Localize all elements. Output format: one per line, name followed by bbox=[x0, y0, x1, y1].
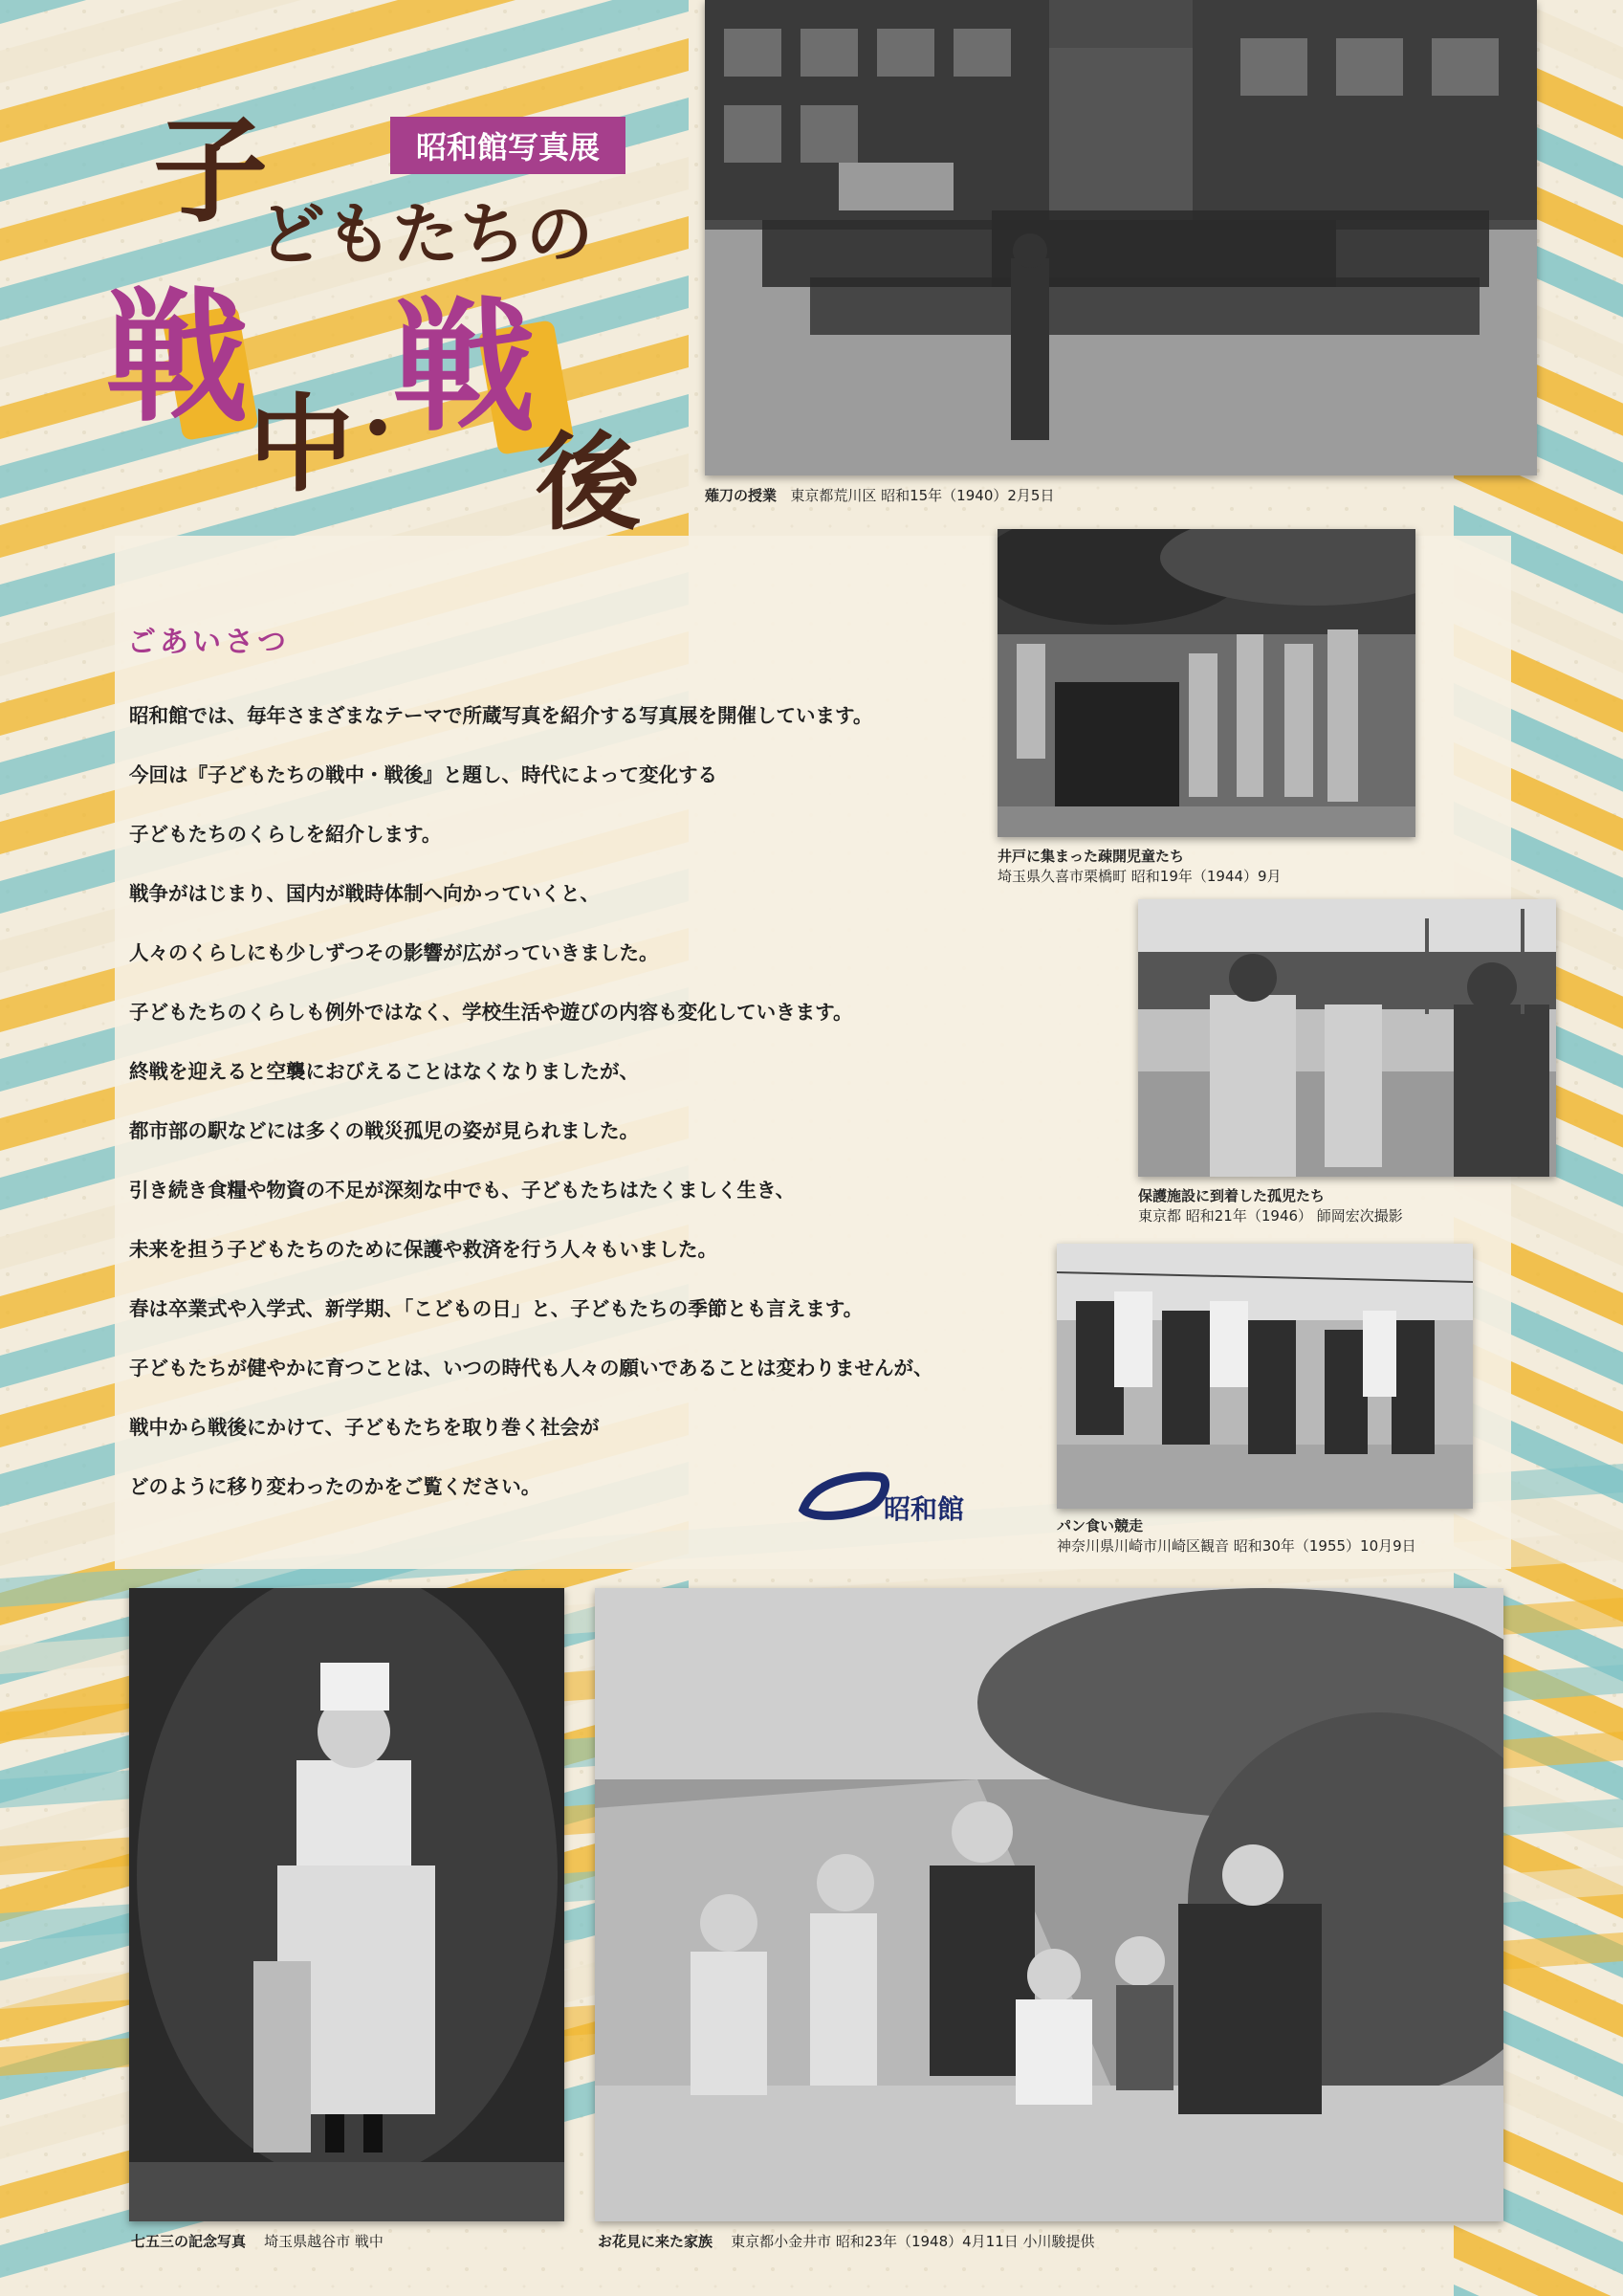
greeting-line: どのように移り変わったのかをご覧ください。 bbox=[129, 1475, 541, 1498]
showakan-logo-text: 昭和館 bbox=[884, 1493, 965, 1525]
caption-shichigosan-title: 七五三の記念写真 bbox=[131, 2233, 247, 2250]
title-char-go: 後 bbox=[536, 422, 641, 544]
exhibition-title bbox=[105, 105, 679, 564]
photo-well-children bbox=[998, 529, 1415, 837]
photo-hanami-family bbox=[595, 1588, 1503, 2221]
caption-hanami bbox=[598, 2232, 1095, 2252]
photo-orphans-arrival bbox=[1138, 899, 1556, 1177]
greeting-line: 戦争がはじまり、国内が戦時体制へ向かっていくと、 bbox=[129, 882, 600, 905]
greeting-line: 今回は『子どもたちの戦中・戦後』と題し、時代によって変化する bbox=[129, 763, 717, 786]
greeting-line: 子どもたちのくらしも例外ではなく、学校生活や遊びの内容も変化していきます。 bbox=[129, 1001, 853, 1024]
caption-hanami-title: お花見に来た家族 bbox=[598, 2233, 713, 2250]
exhibition-badge: 昭和館写真展 bbox=[390, 117, 625, 174]
caption-hanami-detail: 東京都小金井市 昭和23年（1948）4月11日 小川駿提供 bbox=[731, 2233, 1095, 2250]
greeting-heading: ごあいさつ bbox=[127, 626, 290, 659]
photo-naginata-class bbox=[705, 0, 1537, 475]
greeting-line: 昭和館では、毎年さまざまなテーマで所蔵写真を紹介する写真展を開催しています。 bbox=[129, 704, 873, 727]
caption-bread-race-title: パン食い競走 bbox=[1057, 1517, 1144, 1534]
greeting-line: 戦中から戦後にかけて、子どもたちを取り巻く社会が bbox=[129, 1416, 600, 1439]
greeting-line: 終戦を迎えると空襲におびえることはなくなりましたが、 bbox=[129, 1060, 639, 1083]
title-char-domo: どもたちの bbox=[258, 195, 593, 274]
caption-bread-race-detail: 神奈川県川崎市川崎区観音 昭和30年（1955）10月9日 bbox=[1057, 1537, 1416, 1555]
caption-bread-race bbox=[1057, 1516, 1416, 1556]
caption-orphans-detail: 東京都 昭和21年（1946） 師岡宏次撮影 bbox=[1138, 1207, 1403, 1225]
caption-well-title: 井戸に集まった疎開児童たち bbox=[998, 848, 1185, 865]
title-char-ko: 子 bbox=[153, 105, 268, 238]
greeting-line: 子どもたちが健やかに育つことは、いつの時代も人々の願いであることは変わりませんが、 bbox=[129, 1357, 933, 1380]
caption-orphans-title: 保護施設に到着した孤児たち bbox=[1138, 1187, 1326, 1204]
caption-naginata bbox=[705, 486, 1054, 506]
greeting-line: 人々のくらしにも少しずつその影響が広がっていきました。 bbox=[129, 941, 659, 964]
title-char-sen1: 戦 bbox=[105, 276, 250, 442]
greeting-line: 都市部の駅などには多くの戦災孤児の姿が見られました。 bbox=[129, 1119, 639, 1142]
caption-naginata-detail: 東京都荒川区 昭和15年（1940）2月5日 bbox=[790, 487, 1055, 504]
greeting-body bbox=[129, 698, 933, 1529]
title-char-chu: 中 bbox=[249, 384, 354, 506]
photo-bread-race bbox=[1057, 1244, 1473, 1509]
caption-shichigosan bbox=[131, 2232, 384, 2252]
caption-shichigosan-detail: 埼玉県越谷市 戦中 bbox=[264, 2233, 384, 2250]
caption-orphans bbox=[1138, 1186, 1403, 1226]
photo-shichigosan bbox=[129, 1588, 564, 2221]
caption-well-detail: 埼玉県久喜市栗橋町 昭和19年（1944）9月 bbox=[998, 868, 1282, 885]
title-dot: ・ bbox=[340, 386, 416, 475]
greeting-line: 子どもたちのくらしを紹介します。 bbox=[129, 823, 442, 846]
caption-well bbox=[998, 847, 1282, 887]
greeting-line: 引き続き食糧や物資の不足が深刻な中でも、子どもたちはたくましく生き、 bbox=[129, 1179, 796, 1202]
greeting-line: 未来を担う子どもたちのために保護や救済を行う人々もいました。 bbox=[129, 1238, 717, 1261]
greeting-line: 春は卒業式や入学式、新学期、「こどもの日」と、子どもたちの季節とも言えます。 bbox=[129, 1297, 864, 1320]
caption-naginata-title: 薙刀の授業 bbox=[705, 487, 778, 504]
title-char-sen2: 戦 bbox=[392, 285, 537, 452]
